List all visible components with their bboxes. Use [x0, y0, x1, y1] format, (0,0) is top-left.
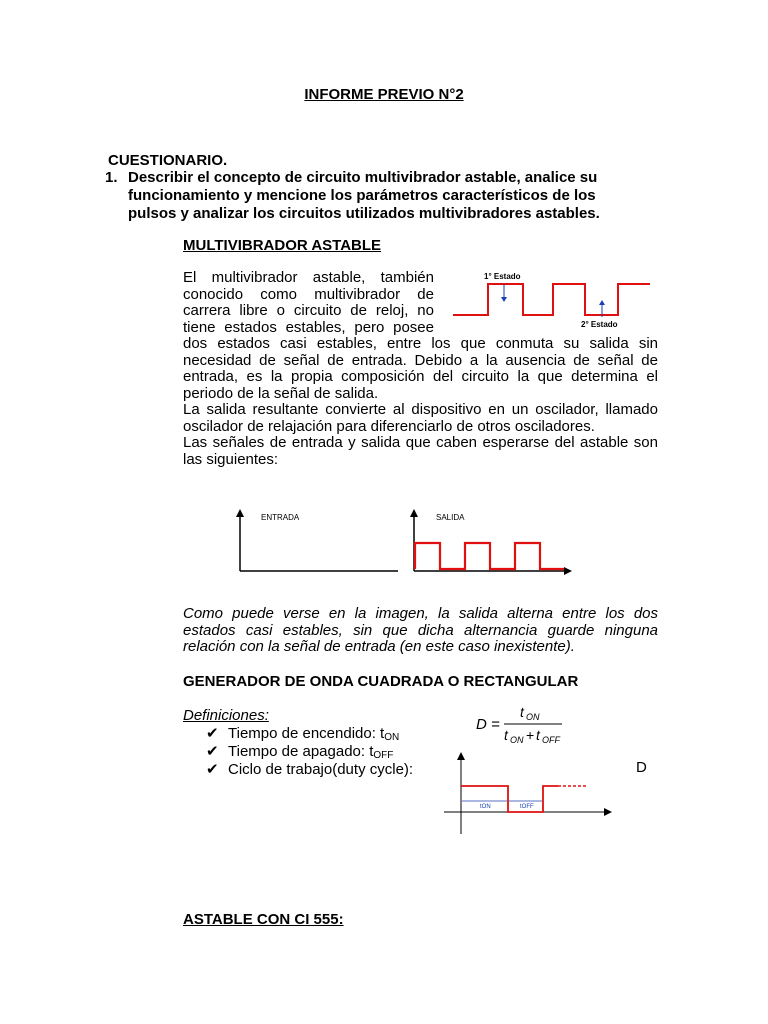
state-label-2: 2° Estado	[581, 320, 618, 329]
d-letter: D	[636, 759, 647, 776]
svg-text:t: t	[520, 704, 524, 720]
duty-cycle-formula	[470, 700, 580, 746]
intro-line: conocido como multivibrador de	[183, 285, 434, 303]
intro-line: El multivibrador astable, también	[183, 269, 434, 286]
output-label: SALIDA	[436, 513, 465, 522]
pulse-wave	[461, 786, 558, 812]
state-waveform-diagram	[450, 262, 660, 337]
section-heading-multivibrador: MULTIVIBRADOR ASTABLE	[183, 237, 382, 254]
paragraph: Las señales de entrada y salida que caben esperarse del astable son las siguientes:	[183, 434, 658, 468]
definition-item: ✔ Tiempo de apagado: $t_{OFF}$	[206, 743, 394, 761]
intro-line: carrera libre o circuito de reloj, no	[183, 302, 434, 319]
paragraph: La salida resultante convierte al dispositivo en un oscilador, llamado oscilador de relajación para diferenciarlo de otros osciladores.	[183, 401, 658, 435]
question-line: pulsos y analizar los circuitos utilizados multivibradores astables.	[128, 205, 600, 222]
axis-arrow-icon	[604, 808, 612, 816]
question-number: 1.	[105, 169, 118, 186]
definition-item: ✔ Ciclo de trabajo(duty cycle):	[206, 761, 414, 778]
svg-text:OFF: OFF	[542, 735, 560, 745]
checkmark-icon: ✔	[206, 725, 219, 742]
axis-arrow-icon	[410, 509, 418, 517]
figure-caption: Como puede verse en la imagen, la salida alterna entre los dos estados casi estables, sin que dicha alternancia guarde ninguna relación con la señal de entrada (en este caso inexistente).	[183, 605, 658, 655]
question-text	[128, 169, 658, 223]
svg-text:D =: D =	[476, 716, 500, 733]
question-line: funcionamiento y mencione los parámetros característicos de los	[128, 187, 596, 204]
square-wave	[453, 284, 650, 315]
axis-arrow-icon	[457, 752, 465, 760]
definition-item: ✔ Tiempo de encendido: $t_{ON}$	[206, 725, 400, 743]
intro-line: tiene estados estables, pero posee	[183, 318, 434, 336]
input-label: ENTRADA	[261, 513, 300, 522]
axis-arrow-icon	[564, 567, 572, 575]
svg-text:ON: ON	[526, 712, 540, 722]
section-heading-generador: GENERADOR DE ONDA CUADRADA O RECTANGULAR	[183, 673, 579, 690]
toff-label: tOFF	[520, 804, 534, 810]
paragraph: dos estados casi estables, entre los que conmuta su salida sin necesidad de señal de entrada. Debido a la ausencia de señal de entrada, es la propia composición del circuito la que determina el periodo de la señal de salida.	[183, 335, 658, 402]
svg-text:ON: ON	[510, 735, 524, 745]
io-signal-diagram	[228, 505, 588, 580]
svg-text:+: +	[526, 727, 535, 743]
state-label-1: 1° Estado	[484, 272, 521, 281]
intro-text	[183, 270, 434, 336]
checkmark-icon: ✔	[206, 743, 219, 760]
question-line: Describir el concepto de circuito multivibrador astable, analice su	[128, 169, 598, 186]
axis-arrow-icon	[236, 509, 244, 517]
body-paragraphs	[183, 336, 658, 468]
checkmark-icon: ✔	[206, 761, 219, 778]
definitions-block	[183, 707, 413, 779]
page-title: INFORME PREVIO N°2	[304, 86, 464, 103]
duty-cycle-timing-diagram	[440, 748, 620, 838]
ton-label: tON	[480, 804, 491, 810]
svg-text:t: t	[536, 727, 540, 743]
svg-text:t: t	[504, 727, 508, 743]
section-label-cuestionario: CUESTIONARIO.	[108, 152, 228, 169]
definitions-label: Definiciones:	[183, 707, 269, 724]
output-square-wave	[415, 543, 564, 569]
section-heading-astable-555: ASTABLE CON CI 555:	[183, 911, 344, 928]
